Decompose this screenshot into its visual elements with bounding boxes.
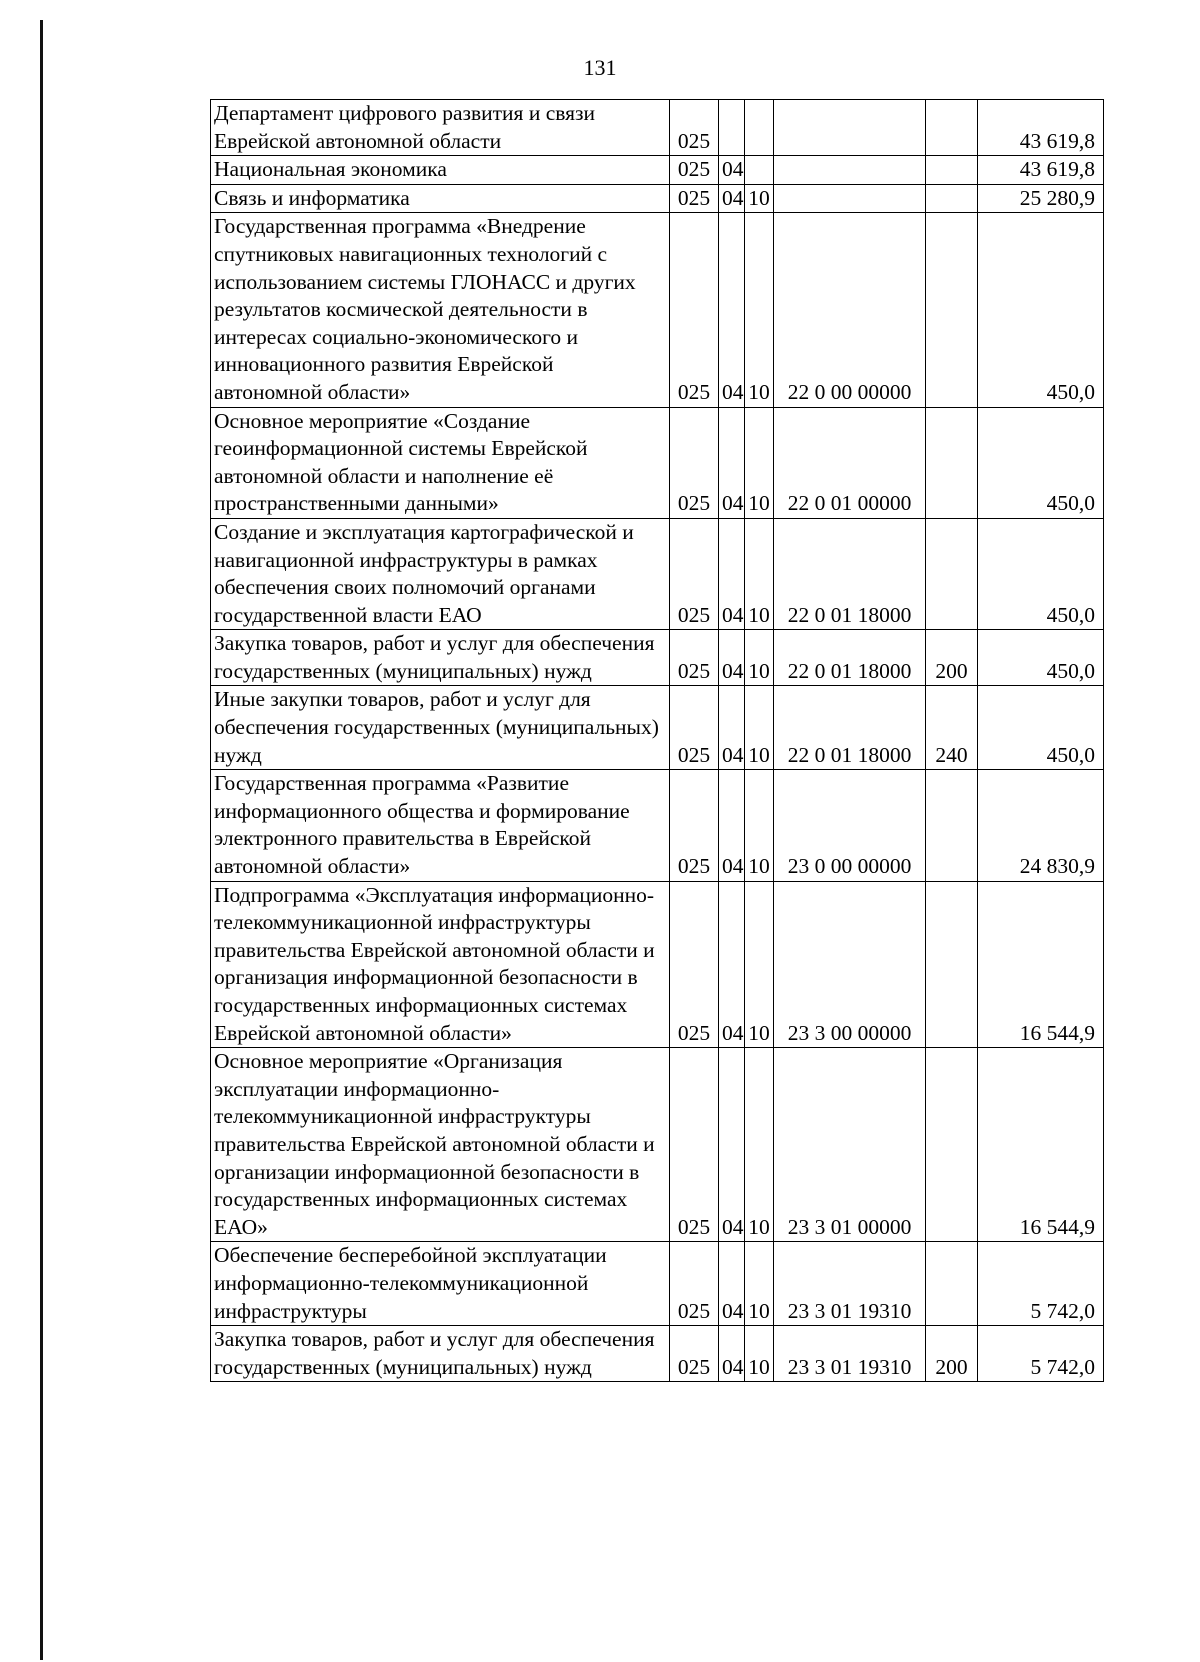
row-amount: 450,0 — [978, 407, 1104, 518]
row-ved-code: 025 — [670, 1242, 719, 1326]
table-row — [211, 1326, 1104, 1382]
row-expense-type — [926, 184, 978, 213]
row-section-code: 04 — [719, 518, 745, 629]
row-amount: 5 742,0 — [978, 1242, 1104, 1326]
row-subsection-code: 10 — [745, 686, 774, 770]
row-target-article: 22 0 01 18000 — [774, 686, 926, 770]
row-name: Связь и информатика — [211, 184, 670, 213]
table-row — [211, 770, 1104, 881]
row-expense-type — [926, 407, 978, 518]
row-expense-type: 240 — [926, 686, 978, 770]
table-row — [211, 881, 1104, 1048]
row-target-article — [774, 156, 926, 185]
row-expense-type — [926, 100, 978, 156]
row-section-code: 04 — [719, 630, 745, 686]
budget-table — [210, 99, 1104, 1382]
row-name: Основное мероприятие «Создание геоинформационной системы Еврейской автономной области и наполнение её пространственными данными» — [211, 407, 670, 518]
row-expense-type — [926, 770, 978, 881]
row-amount: 43 619,8 — [978, 156, 1104, 185]
row-subsection-code: 10 — [745, 630, 774, 686]
row-amount: 16 544,9 — [978, 1048, 1104, 1242]
row-subsection-code: 10 — [745, 184, 774, 213]
row-ved-code: 025 — [670, 100, 719, 156]
row-name: Государственная программа «Развитие информационного общества и формирование электронного правительства в Еврейской автономной области» — [211, 770, 670, 881]
row-ved-code: 025 — [670, 770, 719, 881]
row-ved-code: 025 — [670, 184, 719, 213]
row-name: Иные закупки товаров, работ и услуг для обеспечения государственных (муниципальных) нужд — [211, 686, 670, 770]
row-expense-type — [926, 213, 978, 407]
row-ved-code: 025 — [670, 630, 719, 686]
table-row — [211, 213, 1104, 407]
row-expense-type — [926, 518, 978, 629]
row-target-article: 23 0 00 00000 — [774, 770, 926, 881]
table-row — [211, 156, 1104, 185]
row-subsection-code — [745, 100, 774, 156]
row-amount: 450,0 — [978, 518, 1104, 629]
table-row — [211, 630, 1104, 686]
row-subsection-code: 10 — [745, 1048, 774, 1242]
row-name: Создание и эксплуатация картографической и навигационной инфраструктуры в рамках обеспечения своих полномочий органами государственной власти ЕАО — [211, 518, 670, 629]
row-amount: 24 830,9 — [978, 770, 1104, 881]
row-name: Обеспечение бесперебойной эксплуатации информационно-телекоммуникационной инфраструктуры — [211, 1242, 670, 1326]
row-ved-code: 025 — [670, 1048, 719, 1242]
row-section-code: 04 — [719, 881, 745, 1048]
row-subsection-code — [745, 156, 774, 185]
row-target-article: 23 3 01 19310 — [774, 1326, 926, 1382]
row-name: Закупка товаров, работ и услуг для обеспечения государственных (муниципальных) нужд — [211, 630, 670, 686]
row-name: Департамент цифрового развития и связи Еврейской автономной области — [211, 100, 670, 156]
row-ved-code: 025 — [670, 686, 719, 770]
row-target-article — [774, 100, 926, 156]
row-name: Государственная программа «Внедрение спутниковых навигационных технологий с использованием системы ГЛОНАСС и других результатов космической деятельности в интересах социально-экономического и инновационного развития Еврейской автономной области» — [211, 213, 670, 407]
table-row — [211, 686, 1104, 770]
row-amount: 5 742,0 — [978, 1326, 1104, 1382]
row-subsection-code: 10 — [745, 213, 774, 407]
row-ved-code: 025 — [670, 407, 719, 518]
row-target-article: 23 3 01 00000 — [774, 1048, 926, 1242]
row-amount: 16 544,9 — [978, 881, 1104, 1048]
row-amount: 450,0 — [978, 213, 1104, 407]
row-target-article: 22 0 00 00000 — [774, 213, 926, 407]
table-row — [211, 1242, 1104, 1326]
row-section-code: 04 — [719, 686, 745, 770]
row-section-code — [719, 100, 745, 156]
row-ved-code: 025 — [670, 156, 719, 185]
table-row — [211, 518, 1104, 629]
row-section-code: 04 — [719, 770, 745, 881]
row-subsection-code: 10 — [745, 881, 774, 1048]
row-target-article: 23 3 01 19310 — [774, 1242, 926, 1326]
row-target-article: 23 3 00 00000 — [774, 881, 926, 1048]
row-amount: 25 280,9 — [978, 184, 1104, 213]
row-subsection-code: 10 — [745, 518, 774, 629]
row-ved-code: 025 — [670, 213, 719, 407]
row-section-code: 04 — [719, 184, 745, 213]
row-ved-code: 025 — [670, 1326, 719, 1382]
row-ved-code: 025 — [670, 518, 719, 629]
row-section-code: 04 — [719, 213, 745, 407]
row-expense-type — [926, 881, 978, 1048]
row-expense-type: 200 — [926, 1326, 978, 1382]
row-section-code: 04 — [719, 1242, 745, 1326]
row-expense-type: 200 — [926, 630, 978, 686]
scan-edge-line — [40, 20, 43, 1660]
row-expense-type — [926, 1242, 978, 1326]
row-subsection-code: 10 — [745, 1326, 774, 1382]
row-section-code: 04 — [719, 156, 745, 185]
page-number: 131 — [583, 55, 617, 80]
row-name: Основное мероприятие «Организация эксплуатации информационно-телекоммуникационной инфраструктуры правительства Еврейской автономной области и организации информационной безопасности в государственных информационных системах ЕАО» — [211, 1048, 670, 1242]
row-subsection-code: 10 — [745, 1242, 774, 1326]
row-name: Подпрограмма «Эксплуатация информационно-телекоммуникационной инфраструктуры правительства Еврейской автономной области и организация информационной безопасности в государственных информационных системах Еврейской автономной области» — [211, 881, 670, 1048]
row-section-code: 04 — [719, 1048, 745, 1242]
row-name: Национальная экономика — [211, 156, 670, 185]
table-row — [211, 407, 1104, 518]
row-target-article: 22 0 01 18000 — [774, 518, 926, 629]
row-section-code: 04 — [719, 407, 745, 518]
row-target-article: 22 0 01 00000 — [774, 407, 926, 518]
row-target-article: 22 0 01 18000 — [774, 630, 926, 686]
row-amount: 450,0 — [978, 630, 1104, 686]
row-ved-code: 025 — [670, 881, 719, 1048]
table-row — [211, 184, 1104, 213]
row-amount: 450,0 — [978, 686, 1104, 770]
row-expense-type — [926, 1048, 978, 1242]
row-subsection-code: 10 — [745, 407, 774, 518]
row-amount: 43 619,8 — [978, 100, 1104, 156]
row-subsection-code: 10 — [745, 770, 774, 881]
row-name: Закупка товаров, работ и услуг для обеспечения государственных (муниципальных) нужд — [211, 1326, 670, 1382]
row-section-code: 04 — [719, 1326, 745, 1382]
budget-table-body — [211, 100, 1104, 1382]
table-row — [211, 1048, 1104, 1242]
row-target-article — [774, 184, 926, 213]
row-expense-type — [926, 156, 978, 185]
table-row — [211, 100, 1104, 156]
